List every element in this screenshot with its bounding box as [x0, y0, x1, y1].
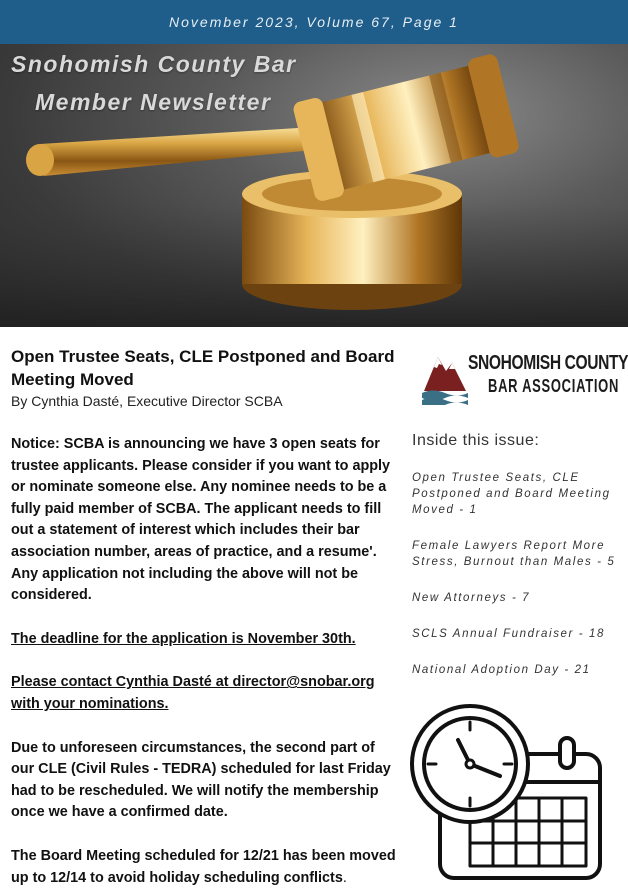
toc-item[interactable]: Open Trustee Seats, CLE Postponed and Board Meeting Moved - 1 — [412, 472, 611, 516]
article — [11, 345, 396, 889]
toc-item[interactable]: New Attorneys - 7 — [412, 592, 531, 604]
scba-logo — [420, 346, 628, 410]
toc-item[interactable]: SCLS Annual Fundraiser - 18 — [412, 628, 605, 640]
notice-paragraph: Notice: SCBA is announcing we have 3 open seats for trustee applicants. Please consider if you want to apply or nominate someone else. Any nominee needs to be a fully paid member of SCBA. The applicant needs to fill out a statement of interest which includes their bar association number, areas of practice, and a resume'. Any application not including the above will not be considered. — [11, 436, 391, 604]
toc-item[interactable]: National Adoption Day - 21 — [412, 664, 591, 676]
article-headline: Open Trustee Seats, CLE Postponed and Board Meeting Moved — [11, 347, 395, 389]
logo-line1: SNOHOMISH COUNTY — [468, 352, 628, 374]
mountain-water-icon — [422, 349, 468, 405]
gavel-image — [0, 44, 628, 327]
clock-calendar-icon — [410, 702, 620, 884]
cle-update-paragraph: Due to unforeseen circumstances, the second part of our CLE (Civil Rules - TEDRA) scheduled for last Friday had to be rescheduled. We will notify the membership once we have a confirmed date. — [11, 739, 391, 821]
issue-header-bar — [0, 0, 628, 44]
article-byline: By Cynthia Dasté, Executive Director SCBA — [11, 393, 283, 409]
inside-this-issue — [412, 432, 622, 698]
hero-banner — [0, 44, 628, 327]
deadline-paragraph: The deadline for the application is November 30th. — [11, 630, 356, 647]
newsletter-title-line1: Snohomish County Bar — [11, 51, 297, 77]
contact-link[interactable]: Please contact Cynthia Dasté at director@snobar.org with your nominations. — [11, 674, 375, 712]
toc-list — [412, 470, 622, 678]
issue-line: November 2023, Volume 67, Page 1 — [169, 14, 459, 30]
newsletter-title-line2: Member Newsletter — [35, 89, 272, 115]
board-update-text: The Board Meeting scheduled for 12/21 has been moved up to 12/14 to avoid holiday scheduling conflicts — [11, 847, 396, 886]
toc-item[interactable]: Female Lawyers Report More Stress, Burnout than Males - 5 — [412, 540, 616, 568]
board-update-paragraph — [11, 846, 396, 889]
toc-title: Inside this issue: — [412, 432, 540, 449]
board-update-period: . — [342, 869, 347, 886]
logo-line2: BAR ASSOCIATION — [488, 376, 620, 396]
